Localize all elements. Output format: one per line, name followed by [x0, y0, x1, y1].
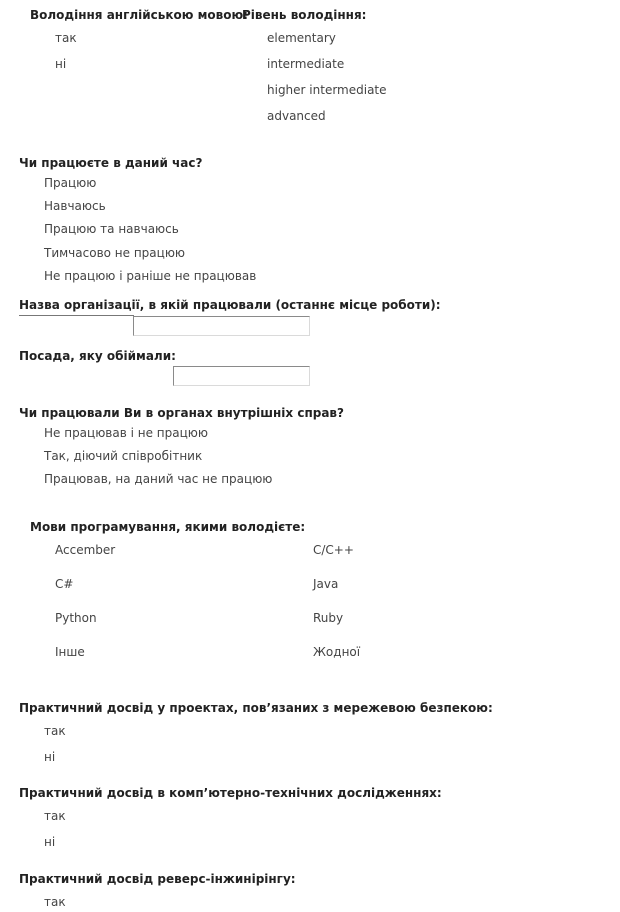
organization-label: Назва організації, в якій працювали (останнє місце роботи): [19, 298, 441, 312]
police-option-former[interactable]: Працював, на даний час не працюю [44, 472, 273, 486]
working-option-temporarily-not[interactable]: Тимчасово не працюю [44, 246, 186, 260]
working-option-work[interactable]: Працюю [44, 176, 97, 190]
level-option-higher-intermediate[interactable]: higher intermediate [267, 83, 387, 97]
english-question-label: Володіння англійською мовою: [30, 8, 248, 22]
english-option-yes[interactable]: так [55, 31, 77, 45]
netsec-option-no[interactable]: ні [44, 750, 56, 764]
working-option-never[interactable]: Не працюю і раніше не працював [44, 269, 257, 283]
lang-option-assembler[interactable]: Accember [55, 543, 116, 557]
forensics-question-label: Практичний досвід в комп’ютерно-технічних дослідженнях: [19, 786, 442, 800]
lang-option-c-cpp[interactable]: C/C++ [313, 543, 354, 557]
lang-option-csharp[interactable]: C# [55, 577, 74, 591]
reverse-option-yes[interactable]: так [44, 895, 66, 909]
lang-option-java[interactable]: Java [313, 577, 339, 591]
forensics-option-no[interactable]: ні [44, 835, 56, 849]
netsec-option-yes[interactable]: так [44, 724, 66, 738]
position-label: Посада, яку обіймали: [19, 349, 176, 363]
working-option-study[interactable]: Навчаюсь [44, 199, 106, 213]
forensics-option-yes[interactable]: так [44, 809, 66, 823]
organization-label-underline [19, 315, 134, 316]
police-option-current[interactable]: Так, діючий співробітник [44, 449, 203, 463]
police-question-label: Чи працювали Ви в органах внутрішніх справ? [19, 406, 344, 420]
organization-input[interactable] [133, 316, 310, 336]
police-option-never[interactable]: Не працював і не працюю [44, 426, 208, 440]
working-option-work-and-study[interactable]: Працюю та навчаюсь [44, 222, 179, 236]
level-option-advanced[interactable]: advanced [267, 109, 326, 123]
lang-option-none[interactable]: Жодної [313, 645, 361, 659]
position-input[interactable] [173, 366, 310, 386]
netsec-question-label: Практичний досвід у проектах, пов’язаних з мережевою безпекою: [19, 701, 493, 715]
reverse-question-label: Практичний досвід реверс-інжинірінгу: [19, 872, 296, 886]
programming-question-label: Мови програмування, якими володієте: [30, 520, 306, 534]
level-question-label: Рівень володіння: [242, 8, 367, 22]
working-question-label: Чи працюєте в даний час? [19, 156, 203, 170]
lang-option-python[interactable]: Python [55, 611, 97, 625]
level-option-elementary[interactable]: elementary [267, 31, 336, 45]
english-option-no[interactable]: ні [55, 57, 67, 71]
lang-option-other[interactable]: Інше [55, 645, 85, 659]
level-option-intermediate[interactable]: intermediate [267, 57, 345, 71]
lang-option-ruby[interactable]: Ruby [313, 611, 344, 625]
